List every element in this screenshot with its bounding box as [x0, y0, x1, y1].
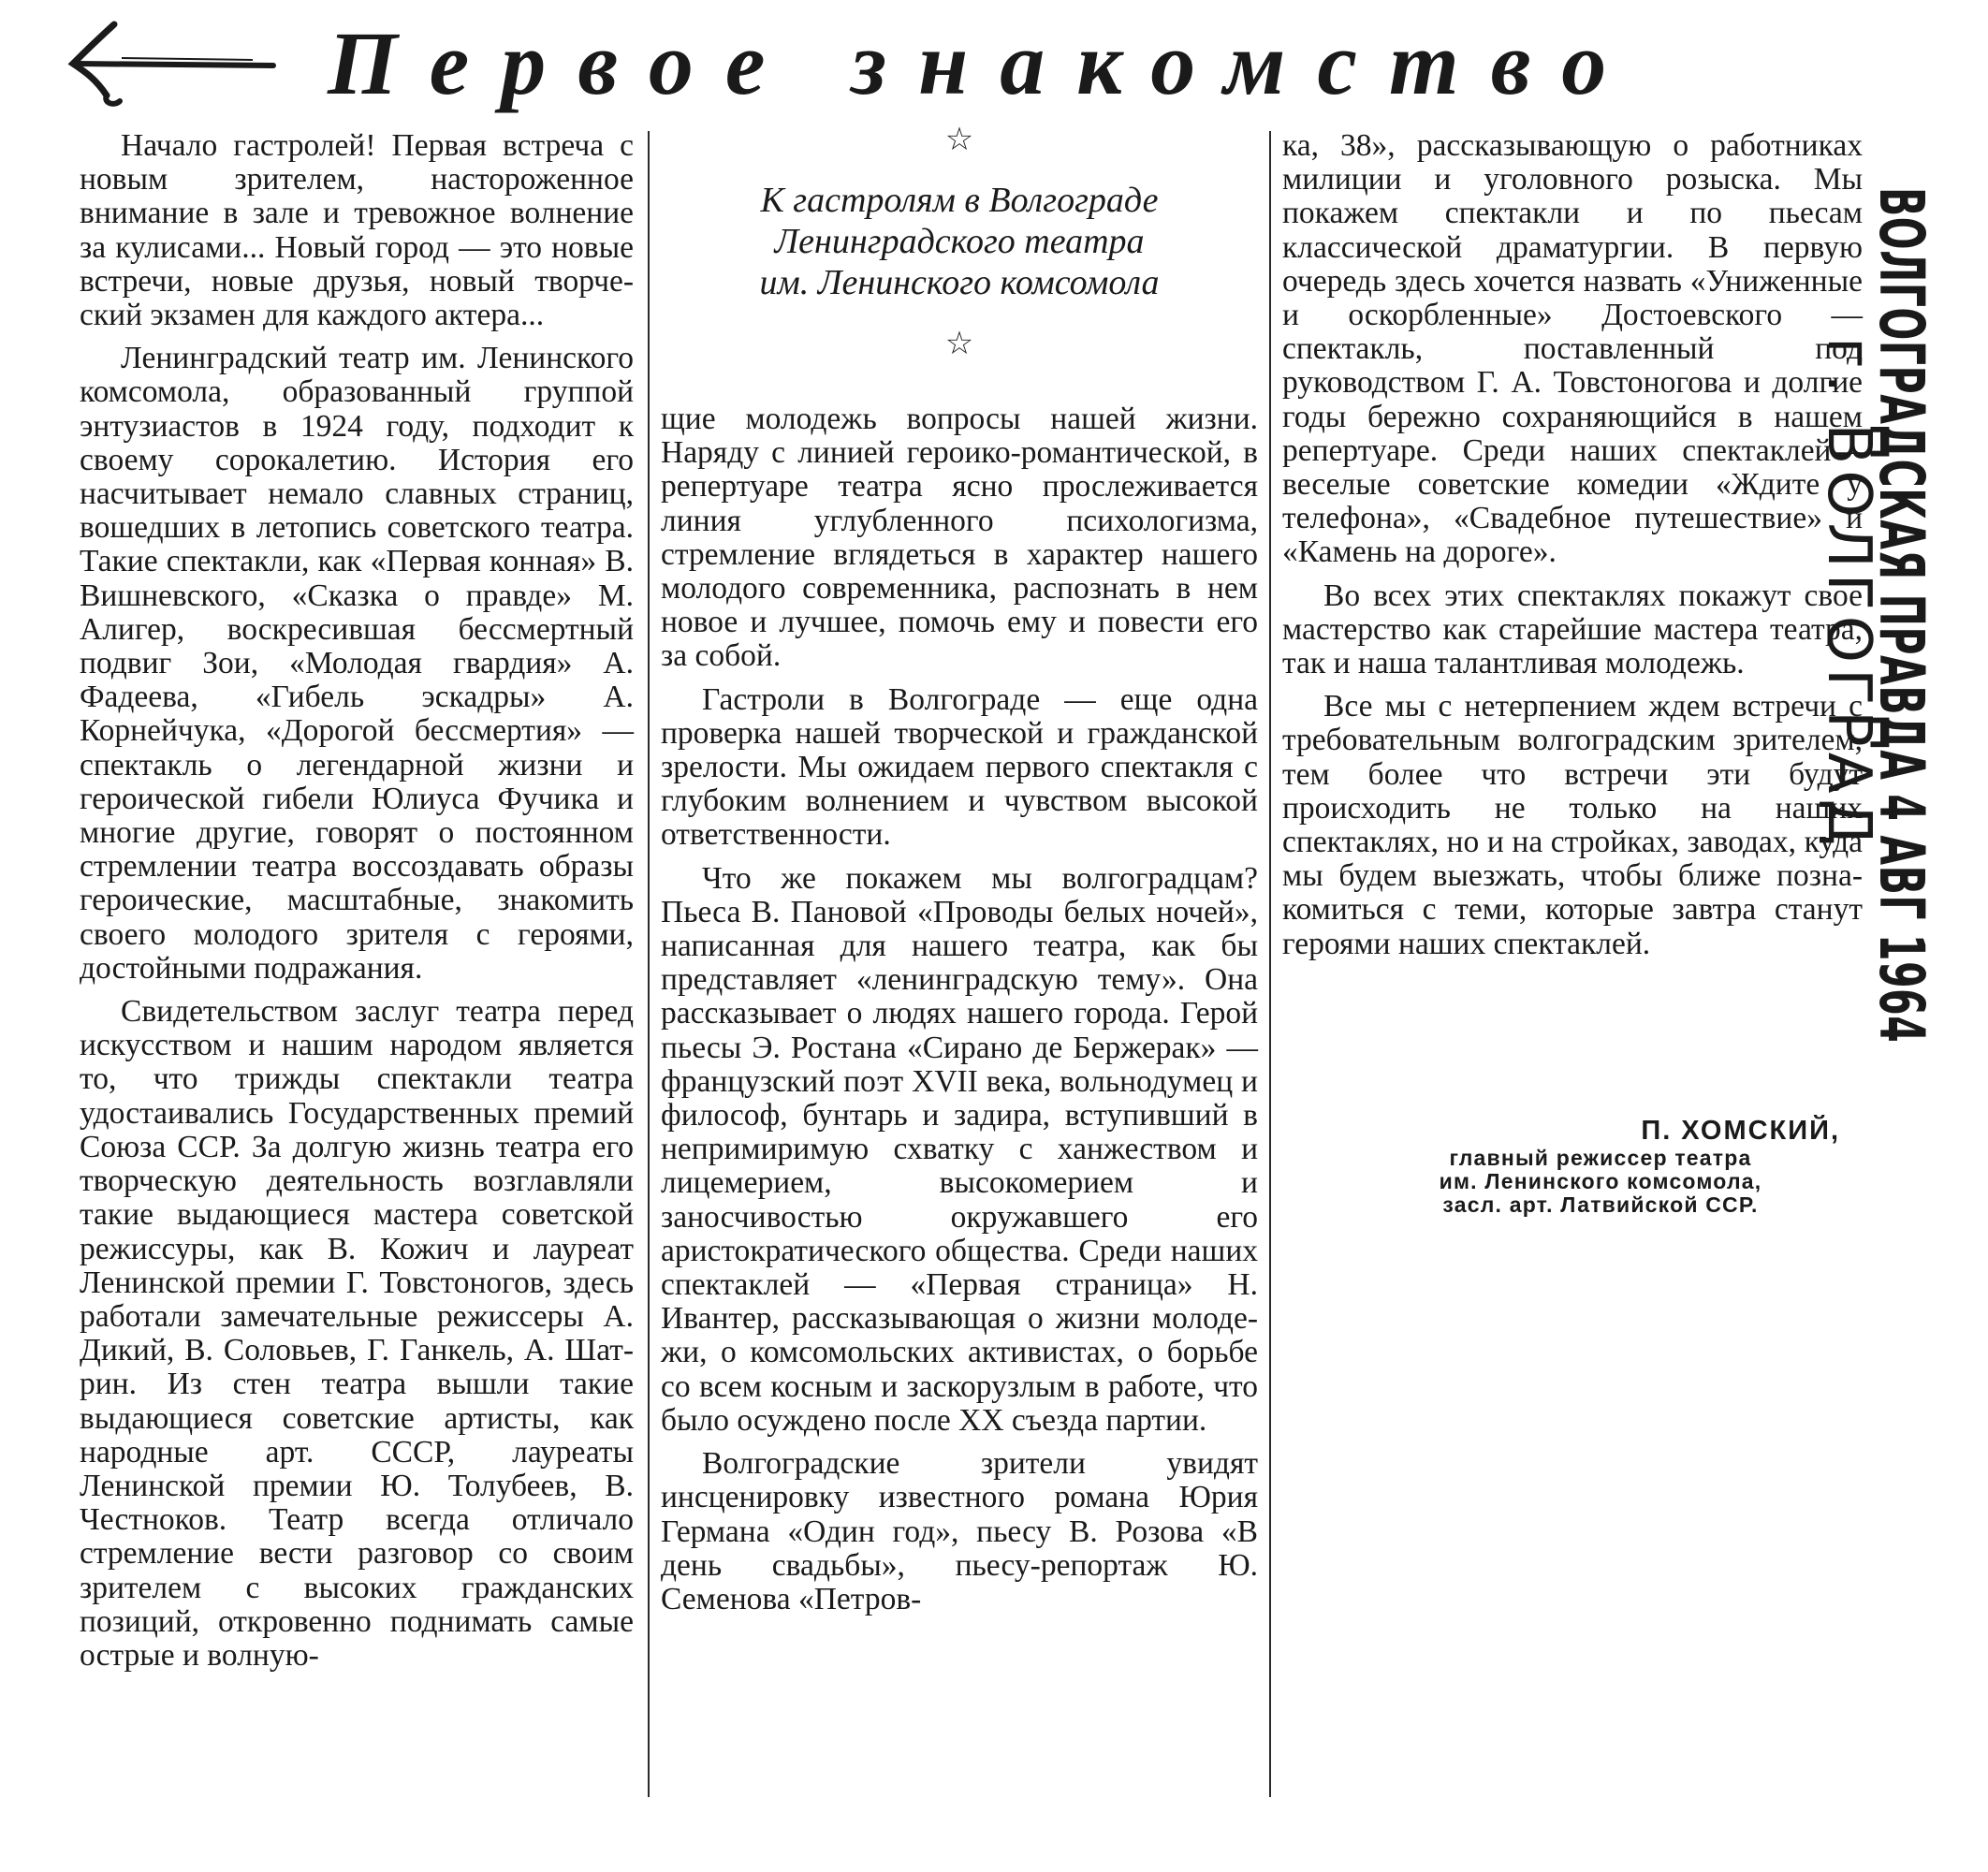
paragraph: Все мы с нетерпением ждем встречи с требовательным волгоградским зрителем, тем более что встречи эти будут происходить не только на наших спектаклях, но и на стройках, заводах, куда мы будем выезжать, чтобы ближе познакомиться с теми, которые завтра станут героями наших спектаклей. — [1282, 689, 1863, 961]
author-signature — [1282, 1116, 1853, 1217]
subheading-text — [661, 180, 1258, 303]
stamp-masthead: ВОЛГОГРАДСКАЯ ПРАВДА 4 АВГ 1964 — [1865, 187, 1937, 1044]
paragraph: Гастроли в Волгограде — еще одна проверка нашей творческой и гражданской зрелости. Мы ожидаем первого спектакля с глубоким волнением и чувством высокой ответственности. — [661, 681, 1258, 853]
article-column-3 — [1282, 129, 1863, 961]
newspaper-date-stamp — [1814, 187, 1937, 1872]
article-column-1 — [80, 129, 634, 1673]
column-divider — [1269, 131, 1271, 1797]
star-icon: ☆ — [944, 123, 974, 157]
star-icon: ☆ — [944, 327, 974, 361]
article-heading — [66, 9, 1639, 117]
paragraph: щие молодежь вопросы нашей жизни. Наряду с линией героико-романтической, в репертуаре театра ясно прослеживается линия углубленного психологизма, стремление вглядеться в характер нашего молодого современника, распознать в нем новое и лучшее, помочь ему и повести его за собой. — [661, 402, 1258, 674]
paragraph: Волгоградские зрители увидят инсценировку известного романа Юрия Германа «Один год», пьесу В. Розова «В день свадьбы», пьесу-репортаж Ю. Семенова «Петров- — [661, 1446, 1258, 1616]
article-column-2 — [661, 402, 1258, 1616]
subheading-line: Ленинградского театра — [774, 222, 1145, 261]
paragraph: Свидетельством заслуг театра перед искусством и нашим народом является то, что трижды спектакли театра удостаивались Государственных премий Союза ССР. За долгую жизнь театра его творческую деятельность возглавляли такие выдающиеся мастера советской режиссуры, как В. Кожич и лауреат Ленинской премии Г. Товстоногов, здесь работали замечательные режиссеры А. Дикий, В. Соловьев, Г. Ганкель, А. Шатрин. Из стен театра вышли такие выдающиеся советские артисты, как народные арт. СССР, лауреаты Ленинской премии Ю. Толубеев, В. Честноков. Театр всегда отличало стремление вести разговор со своим зрителем с высоких гражданских позиций, откровенно поднимать самые острые и волную- — [80, 994, 634, 1673]
article-title: Первое знакомство — [328, 13, 1639, 113]
author-role-line: главный режиссер театра — [1449, 1146, 1752, 1170]
subheading-line: им. Ленинского комсомола — [759, 263, 1160, 302]
author-name: П. ХОМСКИЙ, — [1641, 1116, 1840, 1146]
paragraph: Что же покажем мы волгоградцам? Пьеса В. Пановой «Проводы белых ночей», написанная для нашего театра, как бы представляет «ленинградскую тему». Она рассказывает о людях нашего города. Герой пьесы Э. Ростана «Сирано де Бержерак» — французский поэт XVII века, вольнодумец и философ, бунтарь и задира, вступивший в непримиримую схватку с ханжеством и лицемерием, высокомерием и заносчивостью окружавшего его аристократического общества. Среди наших спектаклей — «Первая страница» Н. Ивантер, рассказывающая о жизни молодежи, о комсомольских активистах, о борьбе со всем косным и заскорузлым в работе, что было осуждено после XX съезда партии. — [661, 860, 1258, 1438]
author-role-line: засл. арт. Латвийской ССР. — [1442, 1192, 1759, 1217]
stamp-city: г. ВОЛГОГРАД — [1814, 337, 1883, 852]
paragraph: ка, 38», рассказывающую о работниках милиции и уголовного розыска. Мы покажем спектакли и по пьесам классической драматургии. В первую очередь здесь хочется назвать «Униженные и оскорбленные» Достоевского — спектакль, поставленный под руководством Г. А. Товстоногова и долгие годы бережно сохраняющийся в нашем репертуаре. Среди наших спектаклей—веселые советские комедии «Ждите у телефона», «Свадебное путешествие» и «Камень на дороге». — [1282, 128, 1863, 570]
article-subheading — [661, 122, 1258, 393]
paragraph: Ленинградский театр им. Ленинского комсомола, образованный группой энтузиастов в 1924 году, подходит к своему сорокалетию. История его насчитывает немало славных страниц, вошедших в летопись советского театра. Такие спектакли, как «Первая конная» В. Вишневского, «Сказка о правде» М. Алигер, воскресившая бессмертный подвиг Зои, «Молодая гвардия» А. Фадеева, «Гибель эскадры» А. Корнейчука, «Дорогой бессмертия» — спектакль о легендарной жизни и героической гибели Юлиуса Фучика и многие другие, говорят о постоянном стремлении театра воссоздавать образы героические, масштабные, знакомить своего молодого зрителя с героями, достойными подражания. — [80, 341, 634, 986]
subheading-line: К гастролям в Волгограде — [760, 181, 1159, 220]
paragraph: Начало гастролей! Первая встреча с новым зрителем, настороженное внимание в зале и тревожное волнение за кулисами... Новый город — это новые встречи, новые друзья, новый творческий экзамен для каждого актера... — [80, 128, 634, 333]
author-role — [1348, 1147, 1853, 1217]
column-divider — [648, 131, 650, 1797]
author-role-line: им. Ленинского комсомола, — [1439, 1169, 1762, 1193]
paragraph: Во всех этих спектаклях покажут свое мастерство как старейшие мастера театра, так и наша талантливая молодежь. — [1282, 578, 1863, 681]
arrow-left-icon — [66, 17, 281, 110]
